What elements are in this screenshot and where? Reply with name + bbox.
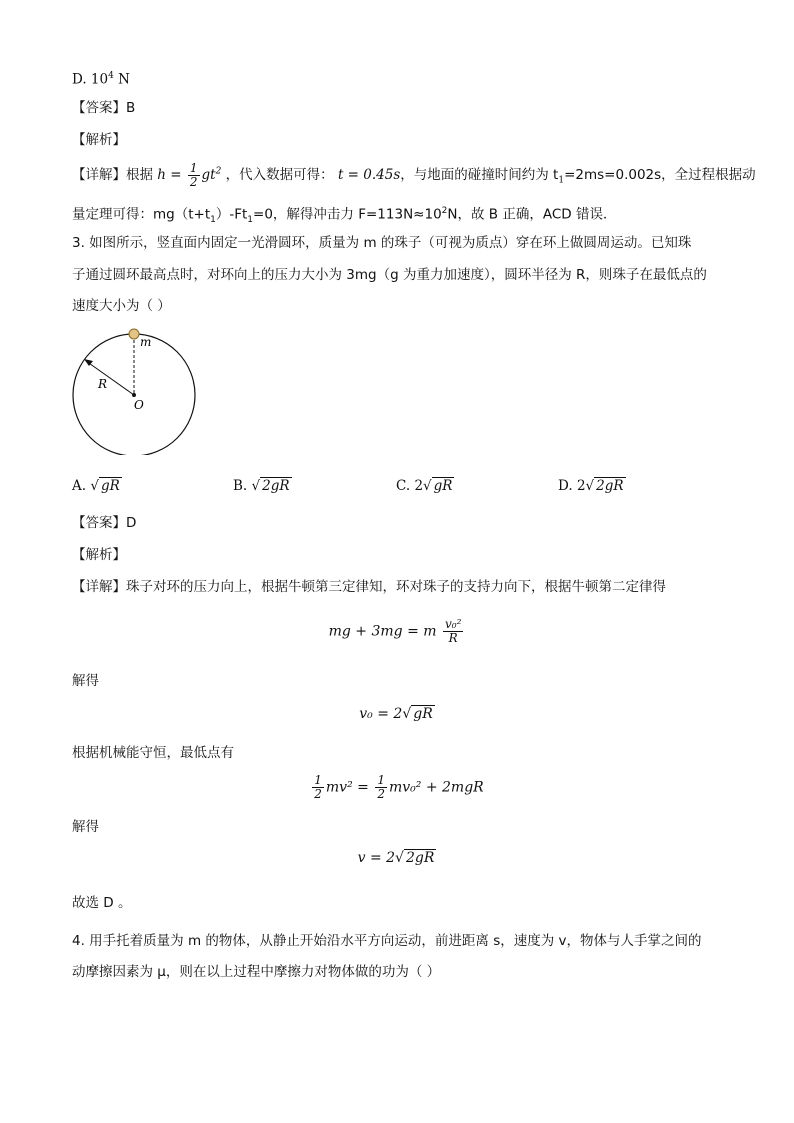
analysis-label: 【解析】 — [72, 132, 126, 148]
detail-prefix: 【详解】根据 — [72, 167, 153, 183]
detail-after2: =2ms=0.002s，全过程根据动 — [564, 167, 756, 183]
radius-arrow — [86, 361, 134, 395]
detail-l2c: =0，解得冲击力 F=113N≈10 — [253, 206, 442, 223]
equation-4: v = 2√ 2gR — [357, 850, 435, 866]
solve-label-1: 解得 — [72, 673, 99, 689]
q3-option-d: D. 2√ 2gR — [558, 478, 624, 494]
solve-label-2: 解得 — [72, 819, 99, 835]
equation-2: v₀ = 2√ gR — [359, 706, 433, 722]
q3-stem-line-3: 速度大小为（ ） — [72, 298, 171, 314]
label-O: O — [134, 398, 144, 412]
center-dot — [132, 393, 136, 397]
h-formula: h = $\frac{1}{2}$ $gt^2$ — [157, 161, 222, 189]
detail-l2b: ）-Ft — [215, 206, 248, 223]
option-d-unit: N — [113, 71, 130, 88]
detail-l2d: N，故 B 正确，ACD 错误． — [447, 206, 617, 223]
q3-option-a: A. √ gR — [72, 478, 120, 494]
detail-t: t = 0.45s — [337, 167, 401, 183]
bead — [129, 329, 139, 339]
answer-label: 【答案】B — [72, 100, 136, 116]
detail-line-2: 量定理可得：$mg(t+t_1)-Ft_1=0$，解得冲击力 $F=113N\approx 10^2N$，故 B 正确，ACD 错误． — [72, 206, 617, 226]
energy-text: 根据机械能守恒，最低点有 — [72, 745, 234, 761]
q3-stem-line-1: 3. 如图所示，竖直面内固定一光滑圆环，质量为 m 的珠子（可视为质点）穿在环上做圆周运动。已知珠 — [72, 235, 692, 251]
conclusion: 故选 D 。 — [72, 895, 132, 911]
q3-option-b: B. √ 2gR — [233, 478, 290, 494]
half-fraction: $\frac{1}{2}$ — [189, 161, 198, 189]
label-R: R — [98, 377, 108, 391]
q3-answer-label: 【答案】D — [72, 515, 137, 531]
detail-after: ，与地面的碰撞时间约为 t — [400, 167, 559, 183]
q4-stem-line-1: 4. 用手托着质量为 m 的物体，从静止开始沿水平方向运动，前进距离 s，速度为 v，物体与人手掌之间的 — [72, 933, 702, 949]
detail-line-1: 【详解】根据 h = $\frac{1}{2}$ $gt^2$ ，代入数据可得： t = 0.45s，与地面的碰撞时间约为 $t_1=2ms=0.002s$，全过程根据动 — [72, 161, 756, 189]
detail-mid: ，代入数据可得： — [225, 167, 334, 183]
equation-1: mg + 3mg = m $\frac{\text{v₀²}}{R}$ — [328, 617, 462, 645]
q3-analysis-label: 【解析】 — [72, 547, 126, 563]
label-m: m — [140, 335, 152, 349]
equation-3: $\frac{1}{2}$ mv² = $\frac{1}{2}$ mv₀² + 2mgR — [314, 773, 484, 801]
q3-detail: 【详解】珠子对环的压力向上，根据牛顿第三定律知，环对珠子的支持力向下，根据牛顿第二定律得 — [72, 579, 666, 595]
ring-figure — [66, 325, 201, 455]
q3-option-c: C. 2√ gR — [396, 478, 453, 494]
q4-stem-line-2: 动摩擦因素为 μ，则在以上过程中摩擦力对物体做的功为（ ） — [72, 964, 441, 980]
option-d-line — [72, 67, 130, 89]
option-d-exponent: 4 — [108, 71, 114, 81]
q3-stem-line-2: 子通过圆环最高点时，对环向上的压力大小为 3mg（g 为重力加速度），圆环半径为 R，则珠子在最低点的 — [72, 267, 707, 283]
option-d-text: D. 10 — [72, 71, 109, 88]
detail-l2a: 量定理可得：mg（t+t — [72, 206, 211, 223]
